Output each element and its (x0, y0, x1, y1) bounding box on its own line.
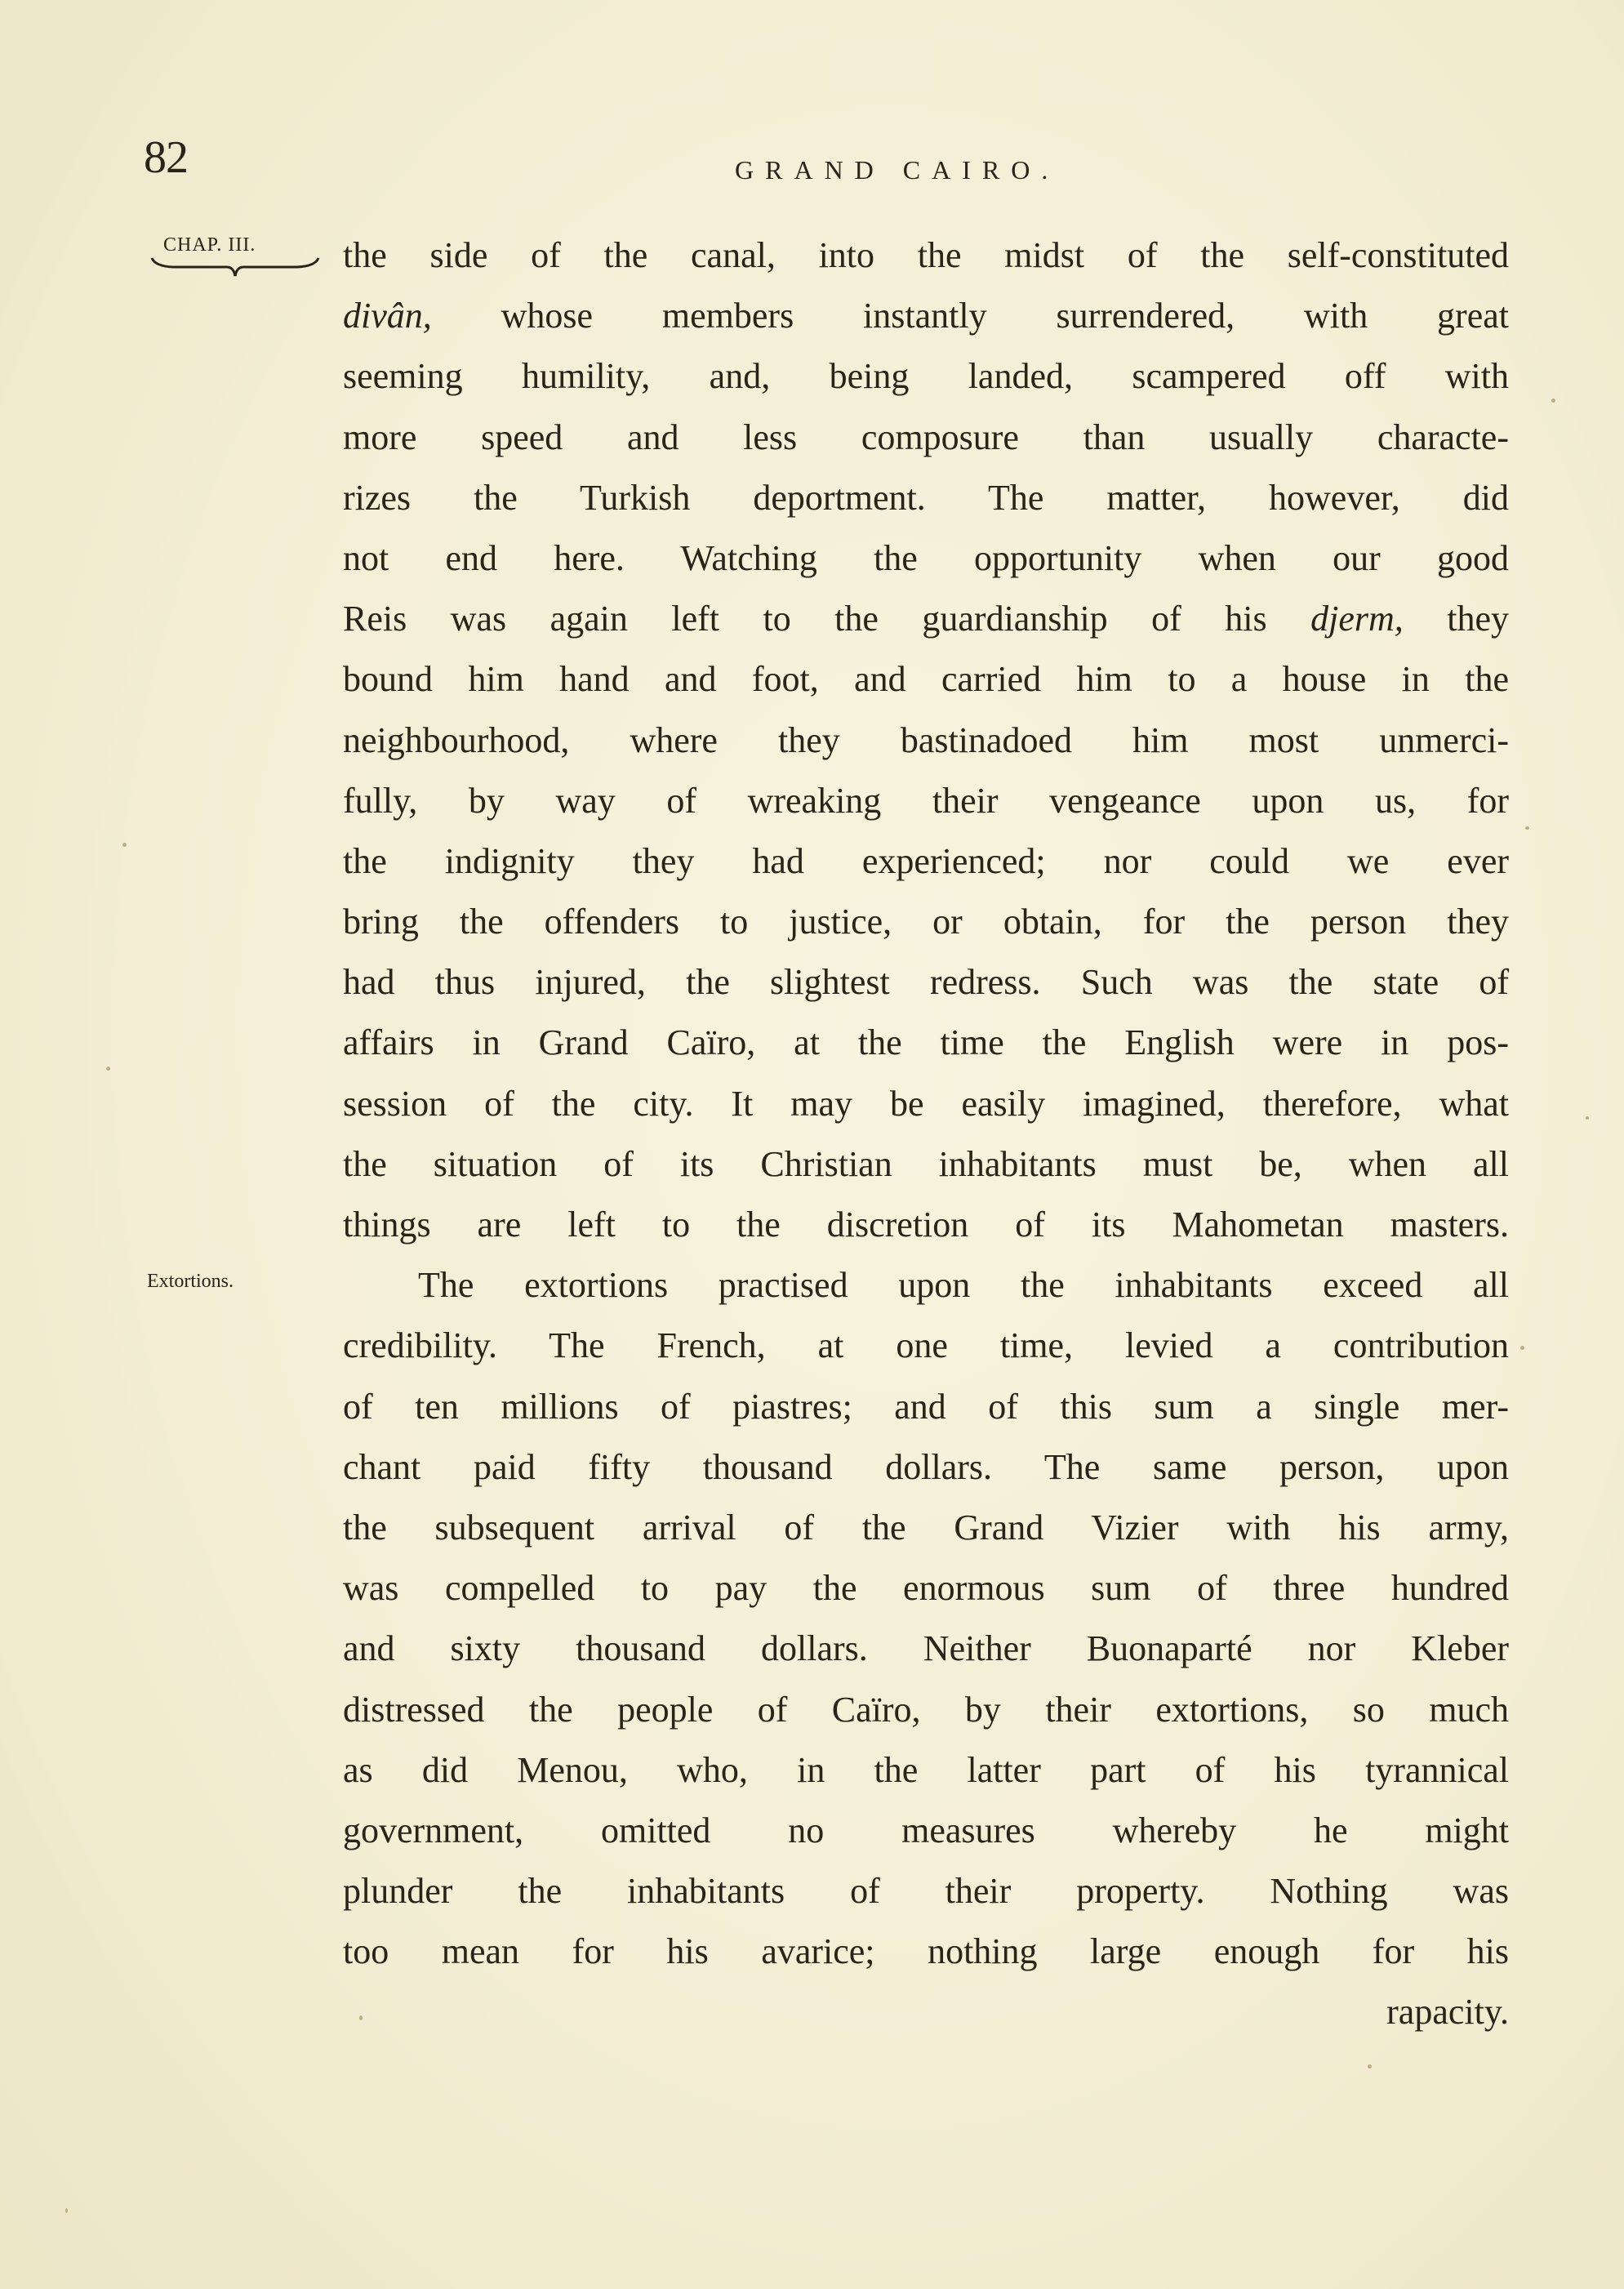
text-line: neighbourhood, where they bastinadoed him most unmerci- (343, 719, 1509, 760)
marginal-note-extortions: Extortions. (147, 1271, 234, 1292)
paper-speck (1368, 2064, 1372, 2069)
paper-speck (359, 2015, 363, 2020)
paper-speck (122, 843, 127, 847)
paper-speck (1525, 826, 1529, 830)
text-line: the side of the canal, into the midst of the self-constituted (343, 235, 1509, 275)
text-line: The extortions practised upon the inhabitants exceed all (418, 1265, 1509, 1306)
italic-term: divân, (343, 296, 432, 336)
text-line: had thus injured, the slightest redress. Such was the state of (343, 962, 1509, 1003)
text-line: credibility. The French, at one time, levied a contribution (343, 1325, 1509, 1366)
text-line: fully, by way of wreaking their vengeance upon us, for (343, 780, 1509, 821)
catchword: rapacity. (1386, 1992, 1509, 2033)
text-line: bound him hand and foot, and carried him to a house in the (343, 659, 1509, 700)
text-line: seeming humility, and, being landed, scampered off with (343, 356, 1509, 397)
body-text (343, 225, 1509, 2043)
text-line: chant paid fifty thousand dollars. The same person, upon (343, 1446, 1509, 1487)
text-line: rizes the Turkish deportment. The matter, however, did (343, 477, 1509, 518)
chapter-label: CHAP. III. (163, 234, 256, 256)
text-line: of ten millions of piastres; and of this sum a single mer- (343, 1386, 1509, 1427)
paper-speck (1586, 1116, 1589, 1120)
text-line: too mean for his avarice; nothing large enough for his (343, 1931, 1509, 1972)
text-line: bring the offenders to justice, or obtain, for the person they (343, 902, 1509, 942)
chapter-brace-ornament (149, 255, 322, 287)
text-line: government, omitted no measures whereby he might (343, 1810, 1509, 1850)
running-head: GRAND CAIRO. (735, 155, 1060, 185)
text-line: things are left to the discretion of its Mahometan masters. (343, 1205, 1509, 1245)
text-line: the situation of its Christian inhabitants must be, when all (343, 1143, 1509, 1184)
text-line: not end here. Watching the opportunity when our good (343, 537, 1509, 578)
text-line: the subsequent arrival of the Grand Vizier with his army, (343, 1507, 1509, 1548)
text-line: plunder the inhabitants of their property. Nothing was (343, 1871, 1509, 1912)
text-line: was compelled to pay the enormous sum of three hundred (343, 1568, 1509, 1609)
text-line: as did Menou, who, in the latter part of his tyrannical (343, 1749, 1509, 1790)
text-line: divân, whose members instantly surrendered, with great (343, 296, 1509, 336)
paper-speck (1520, 1346, 1524, 1350)
text-line: session of the city. It may be easily imagined, therefore, what (343, 1083, 1509, 1124)
paper-speck (106, 1067, 110, 1071)
paper-speck (1551, 399, 1555, 403)
text-line: the indignity they had experienced; nor could we ever (343, 840, 1509, 881)
text-line: distressed the people of Caïro, by their extortions, so much (343, 1689, 1509, 1730)
page-number: 82 (144, 132, 188, 183)
text-line: affairs in Grand Caïro, at the time the English were in pos- (343, 1022, 1509, 1063)
text-line: Reis was again left to the guardianship of his djerm, they (343, 599, 1509, 639)
italic-term: djerm, (1310, 599, 1404, 639)
text-line: and sixty thousand dollars. Neither Buonaparté nor Kleber (343, 1628, 1509, 1669)
paper-speck (65, 2208, 68, 2213)
text-line: more speed and less composure than usually characte- (343, 416, 1509, 457)
